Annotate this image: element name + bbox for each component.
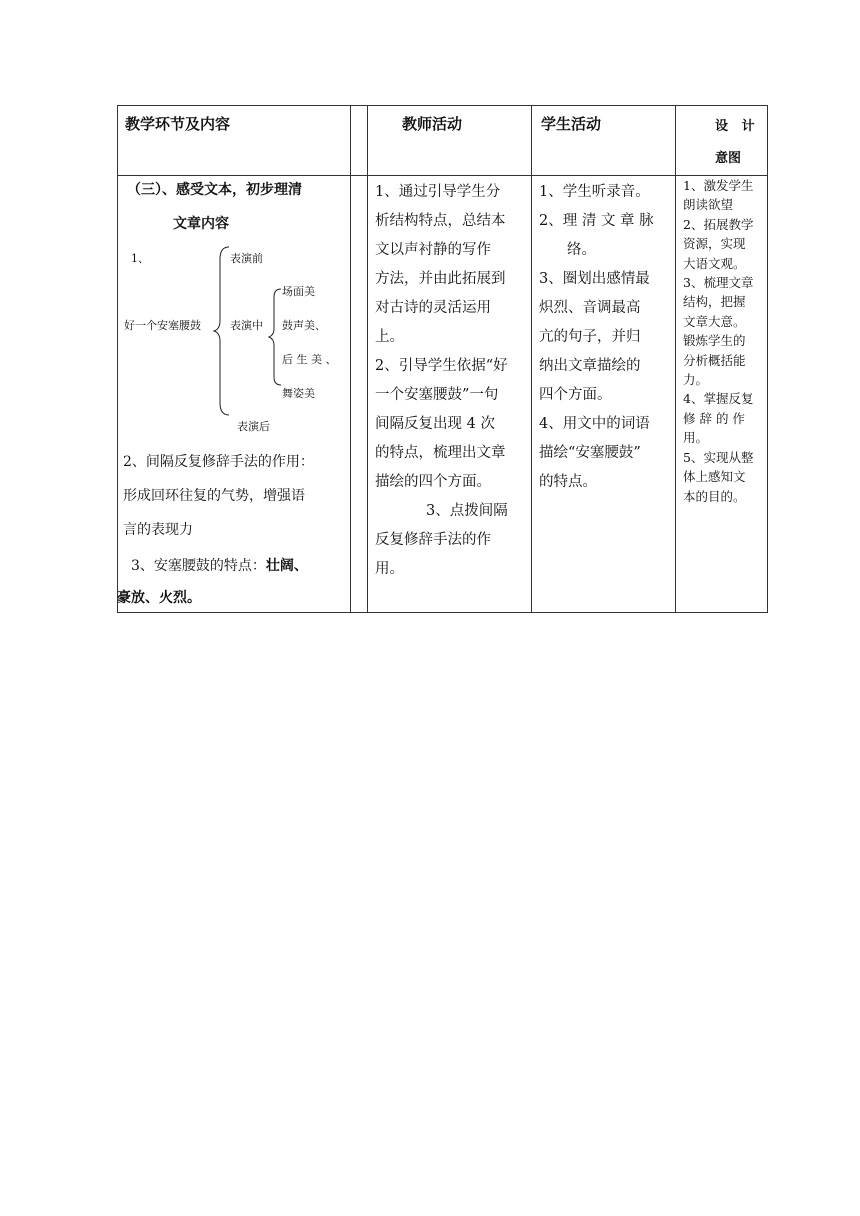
design-line: 4、掌握反复 <box>683 391 754 407</box>
col-divider-3 <box>531 105 532 613</box>
diagram-sub-3: 后 生 美 、 <box>282 353 337 366</box>
header-design-1: 设 计 <box>715 119 755 134</box>
student-line: 纳出文章描绘的 <box>539 358 641 374</box>
student-line: 2、理 清 文 章 脉 <box>539 213 654 229</box>
section-title-1: （三）、感受文本，初步理清 <box>127 182 302 198</box>
design-line: 力。 <box>683 372 709 388</box>
header-design-2: 意图 <box>715 151 742 166</box>
design-line: 文章大意。 <box>683 313 746 329</box>
design-line: 5、实现从整 <box>683 449 754 465</box>
point-3-bold-a: 壮阔、 <box>265 558 308 574</box>
col-divider-1 <box>350 105 351 613</box>
diagram-sub-4: 舞姿美 <box>282 387 315 400</box>
teacher-line: 对古诗的灵活运用 <box>375 300 491 316</box>
teacher-line: 间隔反复出现 4 次 <box>375 416 495 432</box>
student-line: 炽烈、音调最高 <box>539 300 641 316</box>
design-line: 分析概括能 <box>683 352 746 368</box>
table-right-border <box>767 105 768 613</box>
student-line: 描绘“安塞腰鼓” <box>539 445 641 461</box>
point-2-line: 形成回环往复的气势，增强语 <box>123 488 305 504</box>
design-line: 锻炼学生的 <box>683 333 746 349</box>
student-line: 络。 <box>567 242 596 258</box>
diagram-during: 表演中 <box>230 319 263 332</box>
design-line: 体上感知文 <box>683 469 746 485</box>
student-line: 4、用文中的词语 <box>539 416 650 432</box>
point-2-line: 言的表现力 <box>123 522 193 538</box>
student-line: 四个方面。 <box>539 387 612 403</box>
table-bottom-border <box>117 612 768 613</box>
teacher-line: 文以声衬静的写作 <box>375 242 491 258</box>
col-divider-4 <box>675 105 676 613</box>
student-line: 3、圈划出感情最 <box>539 271 650 287</box>
table-left-border <box>117 105 118 613</box>
teacher-line: 上。 <box>375 329 404 345</box>
teacher-line: 3、点拨间隔 <box>426 503 508 519</box>
header-teacher: 教师活动 <box>402 115 463 133</box>
student-line: 亢的句子，并归 <box>539 329 641 345</box>
teacher-line: 析结构特点，总结本 <box>375 213 506 229</box>
design-line: 1、激发学生 <box>683 178 754 193</box>
teacher-line: 2、引导学生依据“好 <box>375 358 508 374</box>
design-line: 修 辞 的 作 <box>683 410 745 426</box>
design-line: 大语文观。 <box>683 255 746 271</box>
header-content: 教学环节及内容 <box>125 115 231 133</box>
point-3-prefix: 3、安塞腰鼓的特点： <box>131 558 266 574</box>
diagram-number: 1、 <box>131 252 149 265</box>
section-title-2: 文章内容 <box>173 216 229 232</box>
teacher-line: 1、通过引导学生分 <box>375 184 501 200</box>
point-3 <box>131 549 351 583</box>
teacher-line: 一个安塞腰鼓”一句 <box>375 387 499 403</box>
teacher-activities <box>375 178 531 584</box>
point-3-bold-b: 豪放、火烈。 <box>117 590 201 606</box>
point-2 <box>123 445 349 547</box>
student-activities <box>539 178 675 497</box>
table-top-border <box>117 105 768 106</box>
design-line: 结构，把握 <box>683 294 746 310</box>
point-2-line: 2、间隔反复修辞手法的作用： <box>123 454 314 470</box>
design-line: 用。 <box>683 430 709 446</box>
header-student: 学生活动 <box>541 115 602 133</box>
diagram-sub-2: 鼓声美、 <box>282 319 326 332</box>
diagram-sub-1: 场面美 <box>282 285 315 298</box>
diagram-before: 表演前 <box>230 252 263 265</box>
diagram-root: 好一个安塞腰鼓 <box>124 319 201 332</box>
small-brace-icon <box>267 287 283 387</box>
design-intent <box>683 176 767 506</box>
teacher-line: 用。 <box>375 561 404 577</box>
student-line: 1、学生听录音。 <box>539 184 650 200</box>
student-line: 的特点。 <box>539 474 597 490</box>
design-line: 朗读欲望 <box>683 197 734 213</box>
teacher-line: 描绘的四个方面。 <box>375 474 491 490</box>
lesson-plan-table <box>117 105 768 613</box>
col-divider-2 <box>367 105 368 613</box>
design-line: 本的目的。 <box>683 488 746 504</box>
teacher-line: 反复修辞手法的作 <box>375 532 491 548</box>
teacher-line: 方法，并由此拓展到 <box>375 271 506 287</box>
teacher-line: 的特点，梳理出文章 <box>375 445 506 461</box>
diagram-after: 表演后 <box>237 420 270 433</box>
design-line: 3、梳理文章 <box>683 275 754 291</box>
design-line: 2、拓展教学 <box>683 216 754 232</box>
design-line: 资源，实现 <box>683 236 746 252</box>
